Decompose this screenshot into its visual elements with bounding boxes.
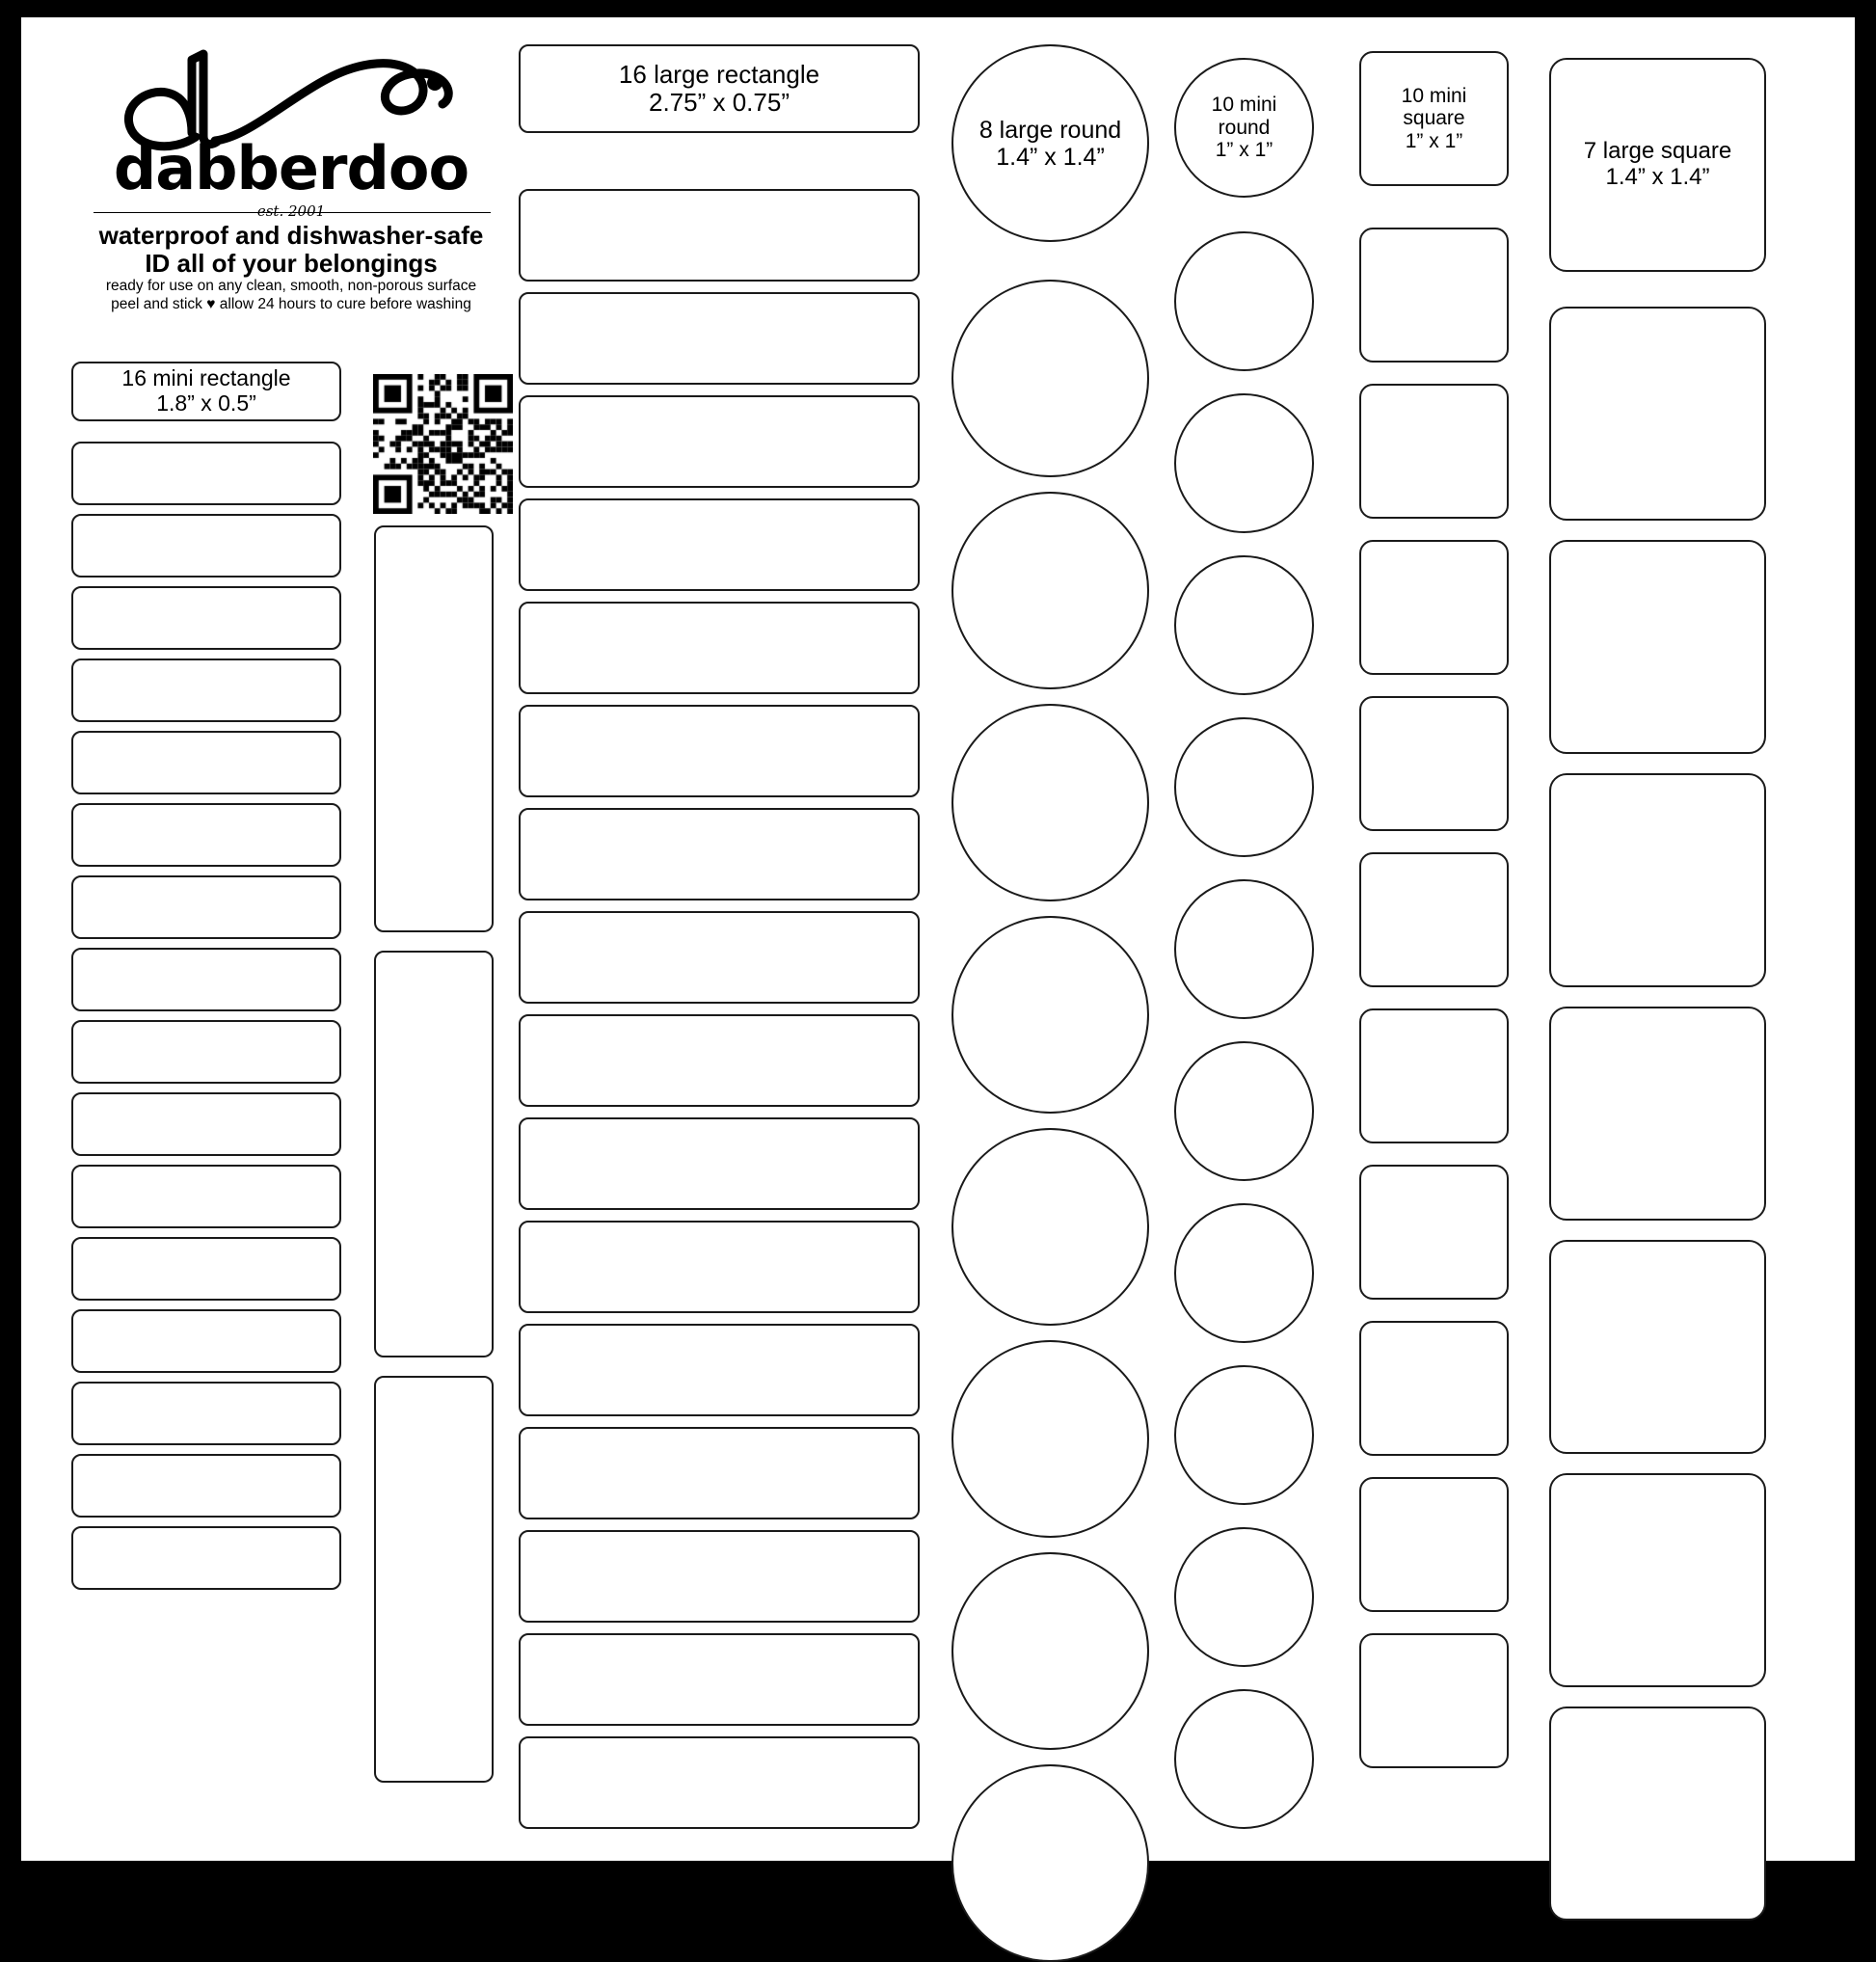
caption-count-line-1: 10 mini [1401,84,1467,107]
large-rectangle-label[interactable] [519,292,920,385]
mini-rectangle-label[interactable] [71,442,341,505]
large-rectangle-label[interactable] [519,1324,920,1416]
mini-rectangle-label[interactable] [71,1165,341,1228]
caption-count: 16 large rectangle [618,59,820,89]
mini-round-label[interactable] [1174,879,1314,1019]
tall-strip-label[interactable] [374,951,494,1357]
large-rectangle-label[interactable] [519,1427,920,1519]
caption-size: 1.8” x 0.5” [156,390,256,416]
large-round-label[interactable] [951,1128,1149,1326]
tall-strip-label[interactable] [374,525,494,932]
mini-rectangle-label[interactable] [71,875,341,939]
large-rectangle-label[interactable] [519,1633,920,1726]
brand-tagline [60,222,523,278]
qr-code-icon [373,374,513,514]
large-round-label[interactable] [951,280,1149,477]
mini-square-label[interactable] [1359,540,1509,675]
brand-subline [60,278,523,314]
mini-round-label[interactable] [1174,1203,1314,1343]
large-square-label[interactable] [1549,1707,1766,1921]
mini-round-label[interactable] [1174,231,1314,371]
large-rectangle-label[interactable] [519,808,920,900]
large-square-label[interactable] [1549,307,1766,521]
caption-size: 2.75” x 0.75” [649,88,790,117]
large-rectangle-label[interactable] [519,1530,920,1623]
mini-rectangle-label[interactable] [71,1454,341,1518]
caption-count: 16 mini rectangle [121,365,291,391]
large-round-label[interactable] [951,704,1149,901]
caption-count: 8 large round [978,116,1122,144]
mini-square-label[interactable] [1359,1165,1509,1300]
caption-large-square [1549,58,1766,272]
label-sheet [21,17,1855,1861]
large-rectangle-label[interactable] [519,1014,920,1107]
mini-rectangle-label[interactable] [71,731,341,794]
large-square-label[interactable] [1549,1007,1766,1221]
large-rectangle-label[interactable] [519,1221,920,1313]
mini-rectangle-label[interactable] [71,1020,341,1084]
brand-block [60,37,513,350]
large-round-label[interactable] [951,1552,1149,1750]
caption-size: 1” x 1” [1405,129,1463,152]
large-rectangle-label[interactable] [519,602,920,694]
tagline-line-1: waterproof and dishwasher-safe [98,221,484,250]
caption-large-round [951,44,1149,242]
caption-count: 7 large square [1583,138,1732,165]
large-square-label[interactable] [1549,1473,1766,1687]
mini-rectangle-label[interactable] [71,1382,341,1445]
large-rectangle-label[interactable] [519,498,920,591]
mini-square-label[interactable] [1359,384,1509,519]
large-rectangle-label[interactable] [519,705,920,797]
large-rectangle-label[interactable] [519,189,920,282]
caption-count-line-2: round [1218,116,1271,139]
mini-square-label[interactable] [1359,1008,1509,1143]
mini-rectangle-label[interactable] [71,803,341,867]
caption-size: 1” x 1” [1215,139,1273,162]
mini-rectangle-label[interactable] [71,948,341,1011]
caption-mini-round [1174,58,1314,198]
mini-round-label[interactable] [1174,393,1314,533]
mini-square-label[interactable] [1359,852,1509,987]
mini-round-label[interactable] [1174,1689,1314,1829]
mini-square-label[interactable] [1359,228,1509,363]
large-rectangle-label[interactable] [519,395,920,488]
large-round-label[interactable] [951,492,1149,689]
mini-square-label[interactable] [1359,696,1509,831]
caption-size: 1.4” x 1.4” [996,143,1105,171]
mini-round-label[interactable] [1174,1527,1314,1667]
caption-count-line-2: square [1403,107,1465,130]
subline-line-2: peel and stick ♥ allow 24 hours to cure before washing [111,295,471,312]
caption-size: 1.4” x 1.4” [1605,164,1710,190]
caption-mini-square [1359,51,1509,186]
mini-square-label[interactable] [1359,1633,1509,1768]
large-round-label[interactable] [951,916,1149,1114]
mini-round-label[interactable] [1174,717,1314,857]
mini-rectangle-label[interactable] [71,514,341,578]
mini-round-label[interactable] [1174,555,1314,695]
mini-rectangle-label[interactable] [71,1309,341,1373]
mini-rectangle-label[interactable] [71,1237,341,1301]
large-round-label[interactable] [951,1340,1149,1538]
mini-square-label[interactable] [1359,1321,1509,1456]
caption-large-rectangle [519,44,920,133]
mini-rectangle-label[interactable] [71,586,341,650]
subline-line-1: ready for use on any clean, smooth, non-porous surface [105,278,477,294]
mini-rectangle-label[interactable] [71,1092,341,1156]
mini-round-label[interactable] [1174,1365,1314,1505]
caption-mini-rectangle [71,362,341,421]
large-rectangle-label[interactable] [519,911,920,1004]
large-square-label[interactable] [1549,773,1766,987]
large-rectangle-label[interactable] [519,1117,920,1210]
mini-round-label[interactable] [1174,1041,1314,1181]
large-square-label[interactable] [1549,1240,1766,1454]
brand-established: est. 2001 [256,202,326,220]
mini-rectangle-label[interactable] [71,658,341,722]
mini-rectangle-label[interactable] [71,1526,341,1590]
large-rectangle-label[interactable] [519,1736,920,1829]
mini-square-label[interactable] [1359,1477,1509,1612]
caption-count-line-1: 10 mini [1211,94,1277,117]
tagline-line-2: ID all of your belongings [145,249,438,279]
brand-wordmark: dabberdoo [113,133,469,203]
large-square-label[interactable] [1549,540,1766,754]
large-round-label[interactable] [951,1764,1149,1962]
tall-strip-label[interactable] [374,1376,494,1783]
